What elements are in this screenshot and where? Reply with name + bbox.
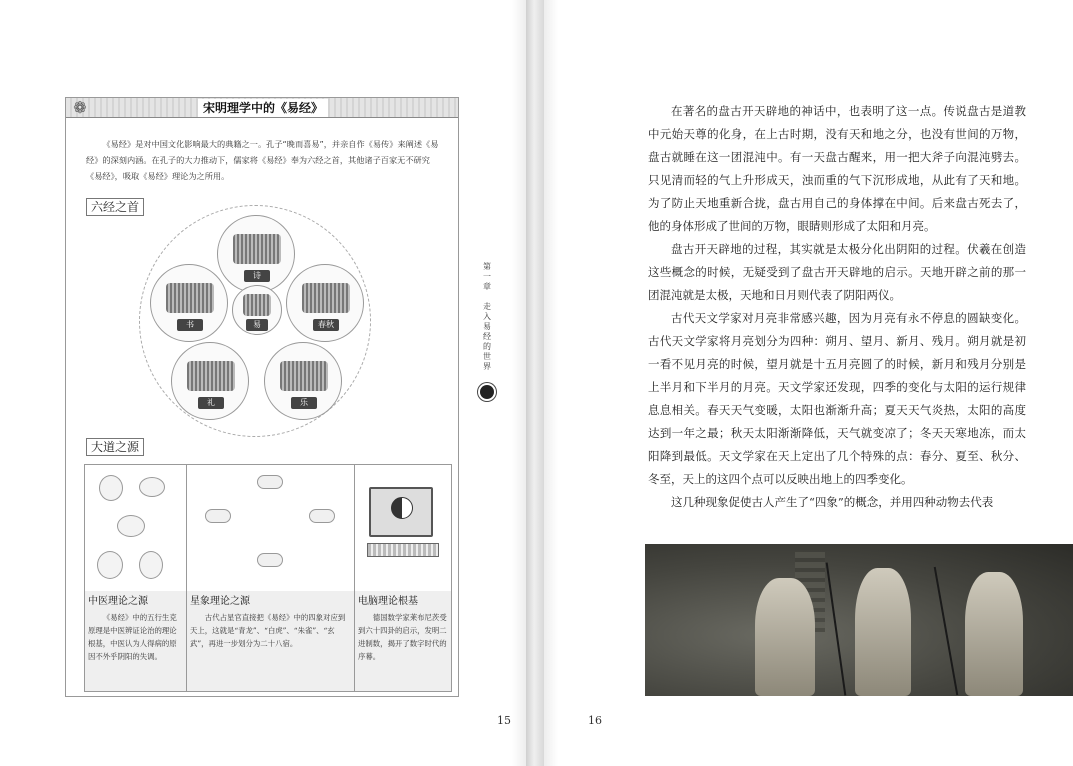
feature-intro: 《易经》是对中国文化影响最大的典籍之一。孔子“晚而喜易”，并亲自作《易传》来阐述《易经》的深刻内涵。在孔子的大力推动下，儒家将《易经》奉为六经之首，其他诸子百家无不研究《易经》，吸取《易经》理论为之所用。 — [86, 139, 439, 181]
classic-label: 礼 — [198, 397, 224, 409]
heart-icon — [99, 475, 123, 501]
classic-yue — [264, 342, 342, 420]
article-body — [648, 100, 1026, 514]
six-classics-diagram — [139, 205, 371, 437]
bamboo-scroll-icon — [233, 234, 281, 264]
source-title: 中医理论之源 — [88, 596, 148, 607]
side-tab-gap — [480, 292, 494, 302]
lungs-icon — [97, 551, 123, 579]
side-tab-char: 章 — [483, 282, 491, 291]
feature-box — [65, 97, 459, 697]
right-page — [544, 0, 1073, 766]
source-text — [187, 591, 354, 691]
source-column-computer — [355, 465, 451, 691]
spear-shape — [826, 563, 847, 696]
left-page — [0, 0, 526, 766]
classic-label: 易 — [246, 319, 268, 331]
painted-figure — [965, 572, 1023, 696]
article-paragraph: 这几种现象促使古人产生了“四象”的概念，并用四种动物去代表 — [671, 495, 994, 509]
bamboo-scroll-icon — [187, 361, 235, 391]
bamboo-scroll-icon — [166, 283, 214, 313]
side-tab-char: 入 — [483, 312, 491, 321]
classic-shi — [217, 215, 295, 293]
side-tab-char: 界 — [483, 362, 491, 371]
painted-figure — [855, 568, 911, 696]
side-tab-char: 经 — [483, 332, 491, 341]
source-body: 德国数学家莱布尼茨受到六十四卦的启示，发明二进制数，揭开了数字时代的序幕。 — [358, 613, 447, 661]
liver-icon — [117, 515, 145, 537]
article-paragraph: 古代天文学家对月亮非常感兴趣，因为月亮有永不停息的圆缺变化。古代天文学家将月亮划分为四种：朔月、望月、新月、残月。朔月就是初一看不见月亮的时候，望月就是十五月亮圆了的时候，新月和残月分别是上半月和下半月的月亮。天文学家还发现，四季的变化与太阳的运行规律息息相关。春天天气变暖，太阳也渐渐升高；夏天天气炎热，太阳的高度达到一年之最；秋天太阳渐渐降低，天气就变凉了；冬天天寒地冻，而太阳降到最低。天文学家在天上定出了几个特殊的点：春分、夏至、秋分、冬至，天上的这四个点可以反映出地上的四季变化。 — [648, 311, 1026, 486]
side-tab-char: 易 — [483, 322, 491, 331]
section-heading-source: 大道之源 — [86, 438, 144, 456]
computer-illustration — [359, 469, 447, 587]
stomach-icon — [139, 477, 165, 497]
article-paragraph: 盘古开天辟地的过程，其实就是太极分化出阴阳的过程。伏羲在创造这些概念的时候，无疑受到了盘古开天辟地的启示。天地开辟之前的那一团混沌就是太极，天地和日月则代表了阴阳两仪。 — [648, 242, 1026, 302]
sun-ornament-icon — [480, 385, 494, 399]
chapter-side-tab — [480, 262, 494, 372]
flower-ornament-icon: ❁ — [73, 98, 87, 117]
feature-title: 宋明理学中的《易经》 — [198, 99, 328, 117]
source-body: 古代占星官直接把《易经》中的四象对应到天上，这就是“青龙”、“白虎”、“朱雀”、“玄武”，再进一步划分为二十八宿。 — [190, 613, 346, 648]
classic-label: 诗 — [244, 270, 270, 282]
classic-chunqiu — [286, 264, 364, 342]
side-tab-char: 世 — [483, 352, 491, 361]
classic-label: 乐 — [291, 397, 317, 409]
painted-figure — [755, 578, 815, 696]
kidneys-icon — [139, 551, 163, 579]
page-number-left: 15 — [497, 714, 511, 727]
side-tab-char: 一 — [483, 272, 491, 281]
keyboard-icon — [367, 543, 439, 557]
ancient-painting-image — [645, 544, 1073, 696]
source-title: 星象理论之源 — [190, 596, 250, 607]
source-body: 《易经》中的五行生克原理是中医辨证论治的理论根基，中医认为人得病的原因不外乎阴阳的失调。 — [88, 613, 177, 661]
classic-li — [171, 342, 249, 420]
source-text — [85, 591, 186, 691]
book-gutter — [526, 0, 544, 766]
spear-shape — [934, 567, 959, 695]
white-tiger-icon — [309, 509, 335, 523]
monitor-icon — [369, 487, 433, 537]
bamboo-scroll-icon — [243, 294, 271, 316]
organs-illustration — [89, 469, 182, 587]
classic-label: 书 — [177, 319, 203, 331]
bamboo-scroll-icon — [280, 361, 328, 391]
azure-dragon-icon — [205, 509, 231, 523]
classic-label: 春秋 — [313, 319, 339, 331]
page-number-right: 16 — [588, 714, 602, 727]
black-tortoise-icon — [257, 553, 283, 567]
side-tab-char: 走 — [483, 302, 491, 311]
source-title: 电脑理论根基 — [358, 596, 418, 607]
feature-header — [66, 98, 458, 118]
source-text — [355, 591, 451, 691]
four-symbols-illustration — [191, 469, 350, 587]
source-panel — [84, 464, 452, 692]
article-paragraph: 在著名的盘古开天辟地的神话中，也表明了这一点。传说盘古是道教中元始天尊的化身，在上古时期，没有天和地之分，也没有世间的万物，盘古就睡在这一团混沌中。有一天盘古醒来，用一把大斧子向混沌劈去。只见清而轻的气上升形成天，浊而重的气下沉形成地，从此有了天和地。为了防止天地重新合拢，盘古用自己的身体撑在中间。后来盘古死去了，他的身体形成了世间的万物，眼睛则形成了太阳和月亮。 — [648, 104, 1026, 233]
bamboo-scroll-icon — [302, 283, 350, 313]
side-tab-char: 的 — [483, 342, 491, 351]
source-column-astronomy — [187, 465, 355, 691]
taiji-icon — [391, 497, 413, 519]
section-heading-classics: 六经之首 — [86, 198, 144, 216]
side-tab-char: 第 — [483, 262, 491, 271]
source-column-medicine — [85, 465, 187, 691]
classic-shu — [150, 264, 228, 342]
classic-yi — [232, 285, 282, 335]
vermilion-bird-icon — [257, 475, 283, 489]
